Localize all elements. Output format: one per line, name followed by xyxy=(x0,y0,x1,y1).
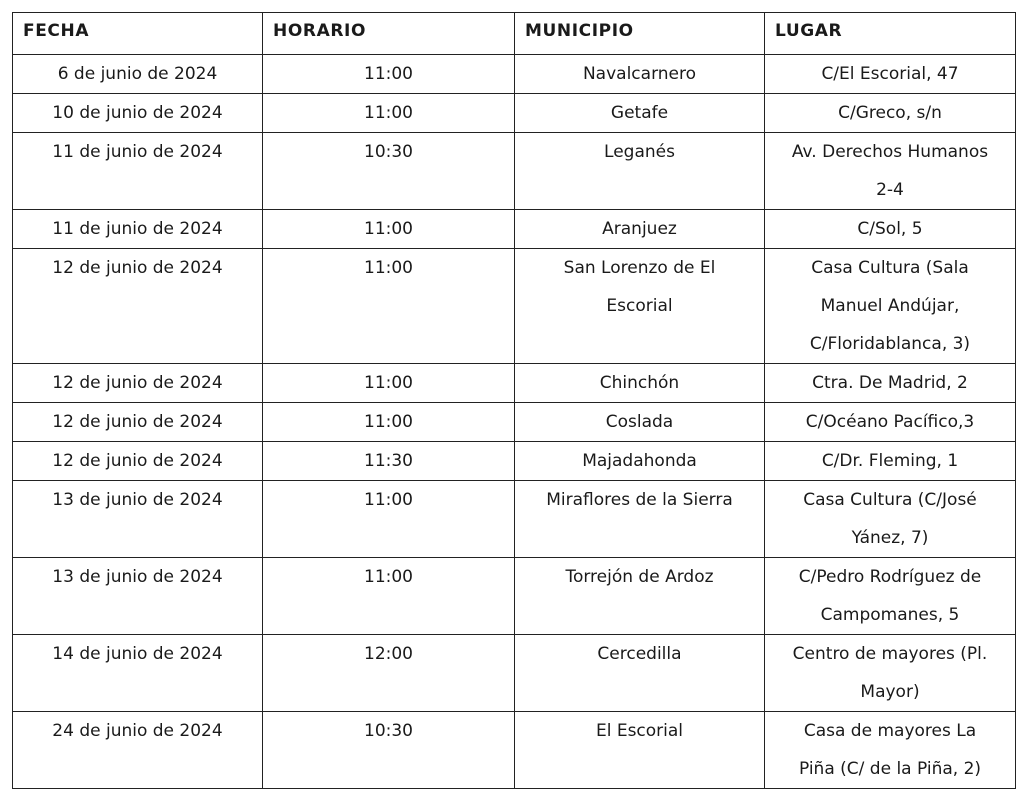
lugar-line: Casa Cultura (Sala xyxy=(811,258,969,278)
lugar-line: C/Pedro Rodríguez de xyxy=(798,567,982,587)
lugar-line: Mayor) xyxy=(860,682,920,702)
lugar-line: Campomanes, 5 xyxy=(820,605,960,625)
cell-municipio xyxy=(515,94,765,133)
municipio-line: Majadahonda xyxy=(582,451,697,471)
table-row xyxy=(13,55,1016,94)
cell-lugar xyxy=(765,558,1016,635)
cell-municipio xyxy=(515,55,765,94)
cell-fecha: 13 de junio de 2024 xyxy=(13,558,263,635)
cell-municipio xyxy=(515,364,765,403)
cell-horario: 11:00 xyxy=(263,481,515,558)
lugar-line: Casa de mayores La xyxy=(803,721,977,741)
municipio-line: Getafe xyxy=(610,103,669,123)
table-row xyxy=(13,635,1016,712)
cell-fecha: 14 de junio de 2024 xyxy=(13,635,263,712)
cell-lugar xyxy=(765,133,1016,210)
cell-municipio xyxy=(515,249,765,364)
lugar-line: C/Sol, 5 xyxy=(857,219,923,239)
cell-municipio xyxy=(515,210,765,249)
cell-horario: 11:00 xyxy=(263,364,515,403)
cell-municipio xyxy=(515,133,765,210)
cell-horario: 11:00 xyxy=(263,55,515,94)
cell-municipio xyxy=(515,442,765,481)
cell-fecha: 10 de junio de 2024 xyxy=(13,94,263,133)
cell-horario: 10:30 xyxy=(263,712,515,789)
header-municipio: MUNICIPIO xyxy=(515,13,765,55)
municipio-line: Miraflores de la Sierra xyxy=(546,490,733,510)
table-row xyxy=(13,249,1016,364)
cell-lugar xyxy=(765,94,1016,133)
lugar-line: Casa Cultura (C/José xyxy=(803,490,977,510)
table-row xyxy=(13,558,1016,635)
cell-fecha: 12 de junio de 2024 xyxy=(13,442,263,481)
cell-fecha: 11 de junio de 2024 xyxy=(13,133,263,210)
municipio-line: Escorial xyxy=(606,296,673,316)
header-lugar: LUGAR xyxy=(765,13,1016,55)
lugar-line: Centro de mayores (Pl. xyxy=(792,644,988,664)
lugar-line: 2-4 xyxy=(876,180,904,200)
municipio-line: Cercedilla xyxy=(597,644,682,664)
cell-horario: 11:00 xyxy=(263,558,515,635)
municipio-line: Leganés xyxy=(604,142,675,162)
lugar-line: C/Océano Pacífico,3 xyxy=(805,412,975,432)
lugar-line: Manuel Andújar, xyxy=(820,296,960,316)
cell-horario: 11:00 xyxy=(263,403,515,442)
cell-lugar xyxy=(765,249,1016,364)
lugar-line: Av. Derechos Humanos xyxy=(791,142,989,162)
cell-lugar xyxy=(765,712,1016,789)
municipio-line: San Lorenzo de El xyxy=(563,258,716,278)
cell-lugar xyxy=(765,403,1016,442)
cell-municipio xyxy=(515,481,765,558)
municipio-line: Aranjuez xyxy=(602,219,677,239)
table-row xyxy=(13,442,1016,481)
schedule-table xyxy=(12,12,1016,789)
municipio-line: Coslada xyxy=(605,412,674,432)
municipio-line: Torrejón de Ardoz xyxy=(565,567,714,587)
cell-fecha: 11 de junio de 2024 xyxy=(13,210,263,249)
table-row xyxy=(13,712,1016,789)
table-row xyxy=(13,210,1016,249)
cell-horario: 11:00 xyxy=(263,249,515,364)
lugar-line: C/Dr. Fleming, 1 xyxy=(821,451,959,471)
cell-fecha: 12 de junio de 2024 xyxy=(13,364,263,403)
table-row xyxy=(13,481,1016,558)
municipio-line: Chinchón xyxy=(599,373,680,393)
cell-lugar xyxy=(765,635,1016,712)
cell-horario: 11:00 xyxy=(263,94,515,133)
municipio-line: Navalcarnero xyxy=(582,64,697,84)
header-row xyxy=(13,13,1016,55)
table-body xyxy=(13,55,1016,789)
lugar-line: C/Floridablanca, 3) xyxy=(809,334,971,354)
header-horario: HORARIO xyxy=(263,13,515,55)
cell-municipio xyxy=(515,635,765,712)
lugar-line: Yánez, 7) xyxy=(851,528,929,548)
lugar-line: Piña (C/ de la Piña, 2) xyxy=(798,759,982,779)
cell-fecha: 12 de junio de 2024 xyxy=(13,403,263,442)
table-row xyxy=(13,94,1016,133)
cell-fecha: 6 de junio de 2024 xyxy=(13,55,263,94)
cell-municipio xyxy=(515,712,765,789)
cell-horario: 11:30 xyxy=(263,442,515,481)
cell-horario: 10:30 xyxy=(263,133,515,210)
cell-municipio xyxy=(515,558,765,635)
table-row xyxy=(13,133,1016,210)
cell-lugar xyxy=(765,364,1016,403)
cell-horario: 11:00 xyxy=(263,210,515,249)
cell-fecha: 13 de junio de 2024 xyxy=(13,481,263,558)
table-row xyxy=(13,403,1016,442)
cell-municipio xyxy=(515,403,765,442)
cell-lugar xyxy=(765,481,1016,558)
table-row xyxy=(13,364,1016,403)
cell-horario: 12:00 xyxy=(263,635,515,712)
cell-lugar xyxy=(765,210,1016,249)
cell-fecha: 24 de junio de 2024 xyxy=(13,712,263,789)
lugar-line: Ctra. De Madrid, 2 xyxy=(812,373,968,393)
cell-fecha: 12 de junio de 2024 xyxy=(13,249,263,364)
cell-lugar xyxy=(765,442,1016,481)
table-header xyxy=(13,13,1016,55)
lugar-line: C/Greco, s/n xyxy=(838,103,942,123)
cell-lugar xyxy=(765,55,1016,94)
header-fecha: FECHA xyxy=(13,13,263,55)
lugar-line: C/El Escorial, 47 xyxy=(821,64,959,84)
municipio-line: El Escorial xyxy=(595,721,684,741)
